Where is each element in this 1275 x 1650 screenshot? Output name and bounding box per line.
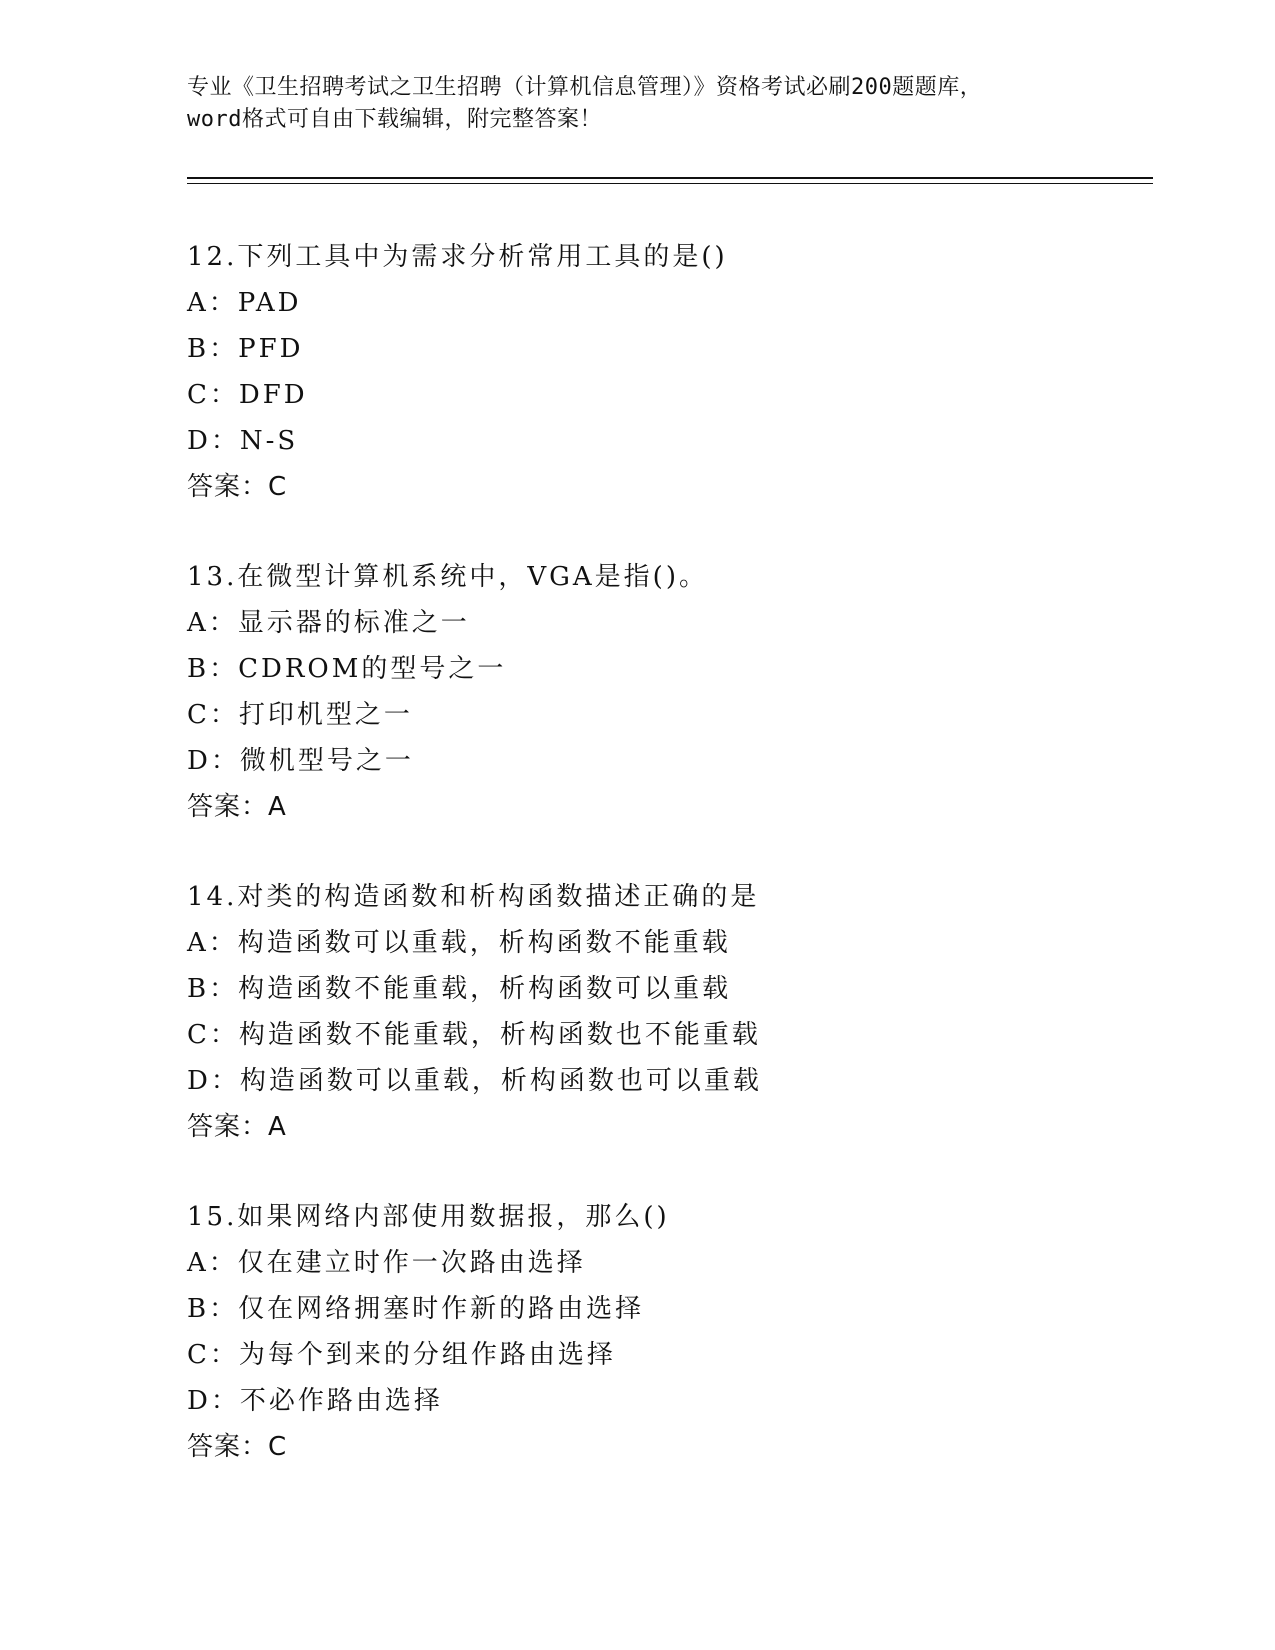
option-d: D：不必作路由选择	[187, 1386, 443, 1416]
option-a: A：显示器的标准之一	[187, 608, 470, 638]
option-d: D：构造函数可以重载，析构函数也可以重载	[187, 1066, 762, 1096]
option-a: A：PAD	[187, 288, 302, 318]
question-stem: 15.如果网络内部使用数据报，那么()	[187, 1202, 670, 1232]
question-item	[187, 1194, 1153, 1514]
option-b: B：构造函数不能重载，析构函数可以重载	[187, 974, 732, 1004]
option-c: C：构造函数不能重载，析构函数也不能重载	[187, 1020, 761, 1050]
question-item	[187, 234, 1153, 554]
question-list	[187, 234, 1153, 1514]
option-d: D：N-S	[187, 426, 299, 456]
option-a: A：构造函数可以重载，析构函数不能重载	[187, 928, 731, 958]
question-stem: 13.在微型计算机系统中，VGA是指()。	[187, 562, 708, 592]
header-divider-thin	[187, 183, 1153, 184]
option-c: C：DFD	[187, 380, 308, 410]
answer-text: 答案：C	[187, 1432, 288, 1462]
header-subtitle-line: word格式可自由下载编辑，附完整答案！	[187, 107, 602, 132]
question-item	[187, 554, 1153, 874]
option-c: C：打印机型之一	[187, 700, 413, 730]
header-divider-thick	[187, 177, 1153, 179]
question-item	[187, 874, 1153, 1194]
document-header	[187, 72, 1087, 136]
option-d: D：微机型号之一	[187, 746, 414, 776]
question-stem: 12.下列工具中为需求分析常用工具的是()	[187, 242, 728, 272]
answer-text: 答案：A	[187, 792, 287, 822]
header-title-line: 专业《卫生招聘考试之卫生招聘（计算机信息管理）》资格考试必刷200题题库，	[187, 75, 983, 100]
option-b: B：CDROM的型号之一	[187, 654, 507, 684]
option-a: A：仅在建立时作一次路由选择	[187, 1248, 586, 1278]
option-b: B：PFD	[187, 334, 304, 364]
option-b: B：仅在网络拥塞时作新的路由选择	[187, 1294, 645, 1324]
answer-text: 答案：A	[187, 1112, 287, 1142]
question-stem: 14.对类的构造函数和析构函数描述正确的是	[187, 882, 760, 912]
answer-text: 答案：C	[187, 472, 288, 502]
option-c: C：为每个到来的分组作路由选择	[187, 1340, 616, 1370]
